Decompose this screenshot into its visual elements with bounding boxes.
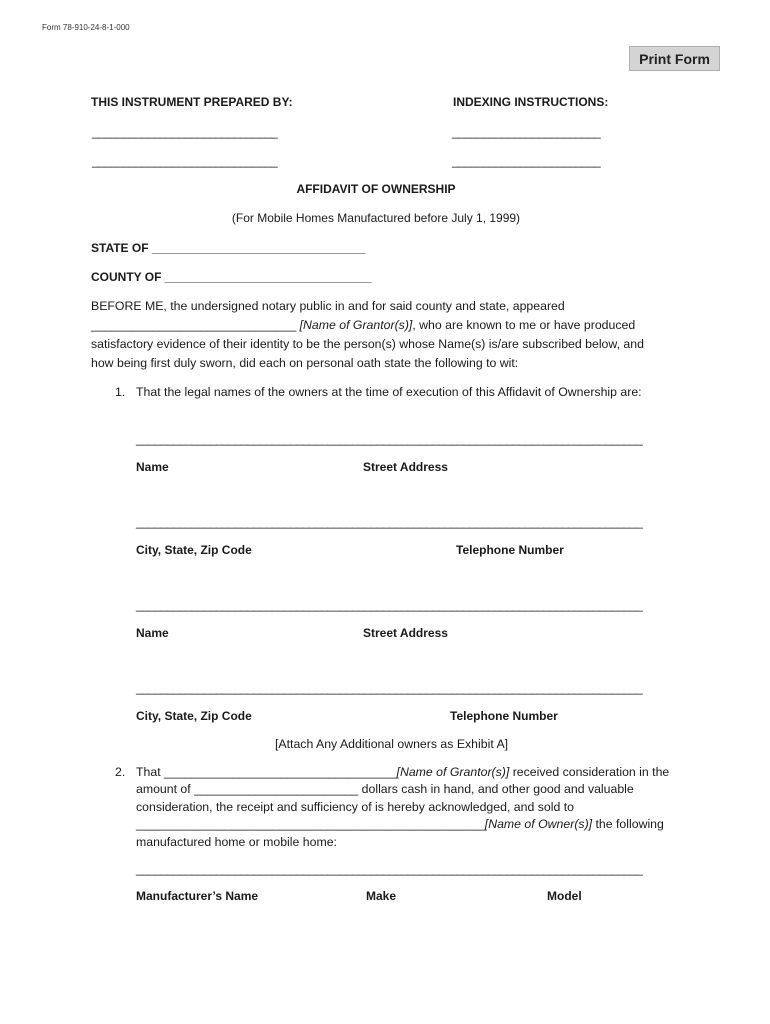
owner-1-line-a[interactable]: __________________________________________________________________________________ <box>136 432 643 446</box>
state-field[interactable]: STATE OF ________________________________ <box>91 241 366 255</box>
owner-2-phone-label: Telephone Number <box>450 709 558 723</box>
county-field[interactable]: COUNTY OF _______________________________ <box>91 270 372 284</box>
item-2-line-1: That __________________________________[Name of Grantor(s)] received consideration in the <box>136 765 670 779</box>
document-subtitle: (For Mobile Homes Manufactured before July 1, 1999) <box>231 211 521 225</box>
form-number: Form 78-910-24-8-1-000 <box>42 23 130 32</box>
owner-1-city-label: City, State, Zip Code <box>136 543 252 557</box>
indexing-instructions-label: INDEXING INSTRUCTIONS: <box>453 95 609 109</box>
attach-exhibit-note: [Attach Any Additional owners as Exhibit A] <box>275 737 509 751</box>
item-1-text: That the legal names of the owners at the time of execution of this Affidavit of Ownership are: <box>136 385 642 399</box>
owner-1-street-label: Street Address <box>363 460 448 474</box>
item-2-line-2[interactable]: amount of ________________________ dollars cash in hand, and other good and valuable <box>136 782 634 796</box>
home-details-line[interactable]: __________________________________________________________________________________ <box>136 862 643 876</box>
document-title: AFFIDAVIT OF OWNERSHIP <box>296 182 456 196</box>
manufacturer-name-label: Manufacturer’s Name <box>136 889 259 903</box>
intro-line-3: satisfactory evidence of their identity to be the person(s) whose Name(s) is/are subscribed below, and <box>91 337 644 351</box>
make-label: Make <box>366 889 397 903</box>
item-2-number: 2. <box>115 765 126 779</box>
indexing-line-1[interactable]: ________________________ <box>452 125 601 139</box>
owner-1-phone-label: Telephone Number <box>456 543 564 557</box>
item-2-line-3: consideration, the receipt and sufficiency of is hereby acknowledged, and sold to <box>136 800 574 814</box>
item-1-number: 1. <box>115 385 126 399</box>
grantor-name-blank[interactable]: ______________________________ <box>91 318 300 332</box>
intro-line-4: how being first duly sworn, did each on personal oath state the following to wit: <box>91 356 519 370</box>
intro-line-2: ______________________________ [Name of Grantor(s)], who are known to me or have produced <box>91 318 636 332</box>
owner-2-street-label: Street Address <box>363 626 448 640</box>
grantor-name-hint: [Name of Grantor(s)] <box>299 318 413 332</box>
owner-1-name-label: Name <box>136 460 169 474</box>
item-2-line-4: ___________________________________________________[Name of Owner(s)] the following <box>136 817 664 831</box>
prepared-by-line-1[interactable]: ______________________________ <box>92 125 278 139</box>
owner-2-city-label: City, State, Zip Code <box>136 709 252 723</box>
item-2-line-5: manufactured home or mobile home: <box>136 835 337 849</box>
owner-2-line-b[interactable]: __________________________________________________________________________________ <box>136 681 643 695</box>
model-label: Model <box>547 889 582 903</box>
prepared-by-line-2[interactable]: ______________________________ <box>92 154 278 168</box>
intro-line-1: BEFORE ME, the undersigned notary public in and for said county and state, appeared <box>91 299 565 313</box>
indexing-line-2[interactable]: ________________________ <box>452 154 601 168</box>
owner-2-name-label: Name <box>136 626 169 640</box>
owner-2-line-a[interactable]: __________________________________________________________________________________ <box>136 598 643 612</box>
print-form-button[interactable]: Print Form <box>629 46 720 71</box>
prepared-by-label: THIS INSTRUMENT PREPARED BY: <box>91 95 293 109</box>
owner-1-line-b[interactable]: __________________________________________________________________________________ <box>136 515 643 529</box>
